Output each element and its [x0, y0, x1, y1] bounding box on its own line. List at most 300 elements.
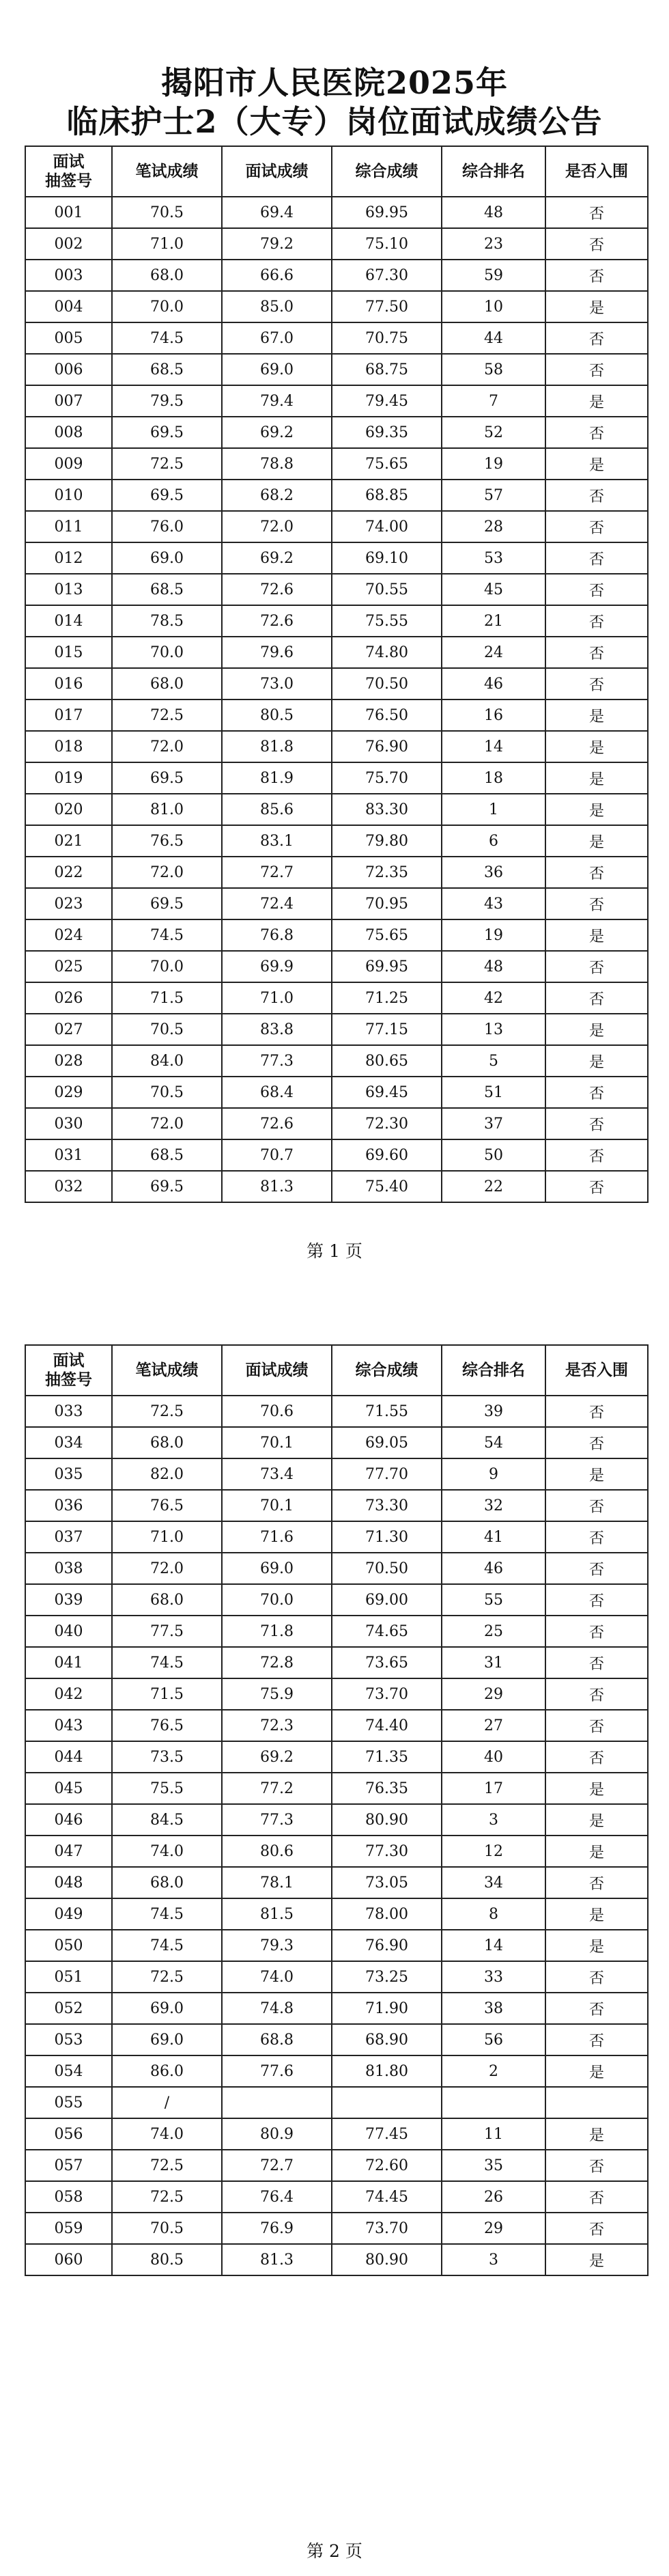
- cell-total-score: 75.65: [332, 919, 442, 951]
- cell-shortlisted: 否: [545, 1710, 648, 1741]
- cell-shortlisted: 否: [545, 2024, 648, 2055]
- cell-draw-number: 021: [25, 825, 112, 857]
- cell-interview-score: 81.5: [222, 1898, 332, 1930]
- cell-total-score: 70.75: [332, 322, 442, 354]
- cell-interview-score: 69.0: [222, 354, 332, 385]
- cell-total-score: 70.55: [332, 574, 442, 605]
- cell-interview-score: 70.0: [222, 1584, 332, 1616]
- cell-written-score: 69.0: [112, 542, 222, 574]
- table-row: [25, 354, 648, 385]
- cell-interview-score: 68.2: [222, 480, 332, 511]
- cell-written-score: 68.0: [112, 1867, 222, 1898]
- cell-rank: 48: [442, 197, 545, 228]
- cell-rank: 29: [442, 1678, 545, 1710]
- cell-draw-number: 044: [25, 1741, 112, 1773]
- cell-written-score: 69.0: [112, 2024, 222, 2055]
- cell-rank: 58: [442, 354, 545, 385]
- table-row: [25, 511, 648, 542]
- cell-interview-score: 80.6: [222, 1836, 332, 1867]
- cell-shortlisted: 是: [545, 2055, 648, 2087]
- cell-draw-number: 007: [25, 385, 112, 417]
- cell-shortlisted: 否: [545, 857, 648, 888]
- cell-interview-score: 69.0: [222, 1553, 332, 1584]
- page-number-2: 第 2 页: [307, 2541, 362, 2561]
- cell-shortlisted: 否: [545, 1961, 648, 1993]
- cell-interview-score: 70.1: [222, 1427, 332, 1458]
- document-title-line2: 临床护士2（大专）岗位面试成绩公告: [66, 103, 603, 140]
- cell-shortlisted: 否: [545, 1171, 648, 1202]
- cell-draw-number: 026: [25, 982, 112, 1014]
- cell-total-score: 69.00: [332, 1584, 442, 1616]
- cell-total-score: 80.90: [332, 2244, 442, 2275]
- cell-written-score: 82.0: [112, 1458, 222, 1490]
- cell-interview-score: 72.0: [222, 511, 332, 542]
- cell-rank: 35: [442, 2150, 545, 2181]
- cell-interview-score: 69.2: [222, 542, 332, 574]
- cell-interview-score: 72.6: [222, 1108, 332, 1139]
- cell-draw-number: 030: [25, 1108, 112, 1139]
- cell-interview-score: 81.3: [222, 1171, 332, 1202]
- cell-rank: 55: [442, 1584, 545, 1616]
- cell-total-score: 73.05: [332, 1867, 442, 1898]
- cell-draw-number: 027: [25, 1014, 112, 1045]
- table-row: [25, 1077, 648, 1108]
- cell-written-score: 72.5: [112, 448, 222, 480]
- cell-draw-number: 028: [25, 1045, 112, 1077]
- table-row: [25, 385, 648, 417]
- cell-total-score: 72.35: [332, 857, 442, 888]
- cell-rank: 36: [442, 857, 545, 888]
- cell-written-score: 71.0: [112, 1521, 222, 1553]
- table-row: [25, 919, 648, 951]
- table-row: [25, 448, 648, 480]
- cell-shortlisted: [545, 2087, 648, 2118]
- header-draw-number: 面试 抽签号: [25, 1345, 112, 1396]
- header-rank: 综合排名: [442, 146, 545, 197]
- cell-interview-score: 77.3: [222, 1804, 332, 1836]
- cell-rank: 28: [442, 511, 545, 542]
- cell-rank: 13: [442, 1014, 545, 1045]
- cell-rank: 32: [442, 1490, 545, 1521]
- cell-written-score: 70.0: [112, 637, 222, 668]
- table-row: [25, 2150, 648, 2181]
- table-row: [25, 2181, 648, 2213]
- score-table-page1: [25, 146, 649, 1203]
- cell-written-score: 72.0: [112, 1553, 222, 1584]
- cell-interview-score: 70.7: [222, 1139, 332, 1171]
- cell-rank: 7: [442, 385, 545, 417]
- cell-interview-score: 79.6: [222, 637, 332, 668]
- table-row: [25, 605, 648, 637]
- cell-interview-score: 79.3: [222, 1930, 332, 1961]
- cell-total-score: 74.45: [332, 2181, 442, 2213]
- cell-shortlisted: 是: [545, 1773, 648, 1804]
- cell-interview-score: 77.6: [222, 2055, 332, 2087]
- table-row: [25, 197, 648, 228]
- cell-shortlisted: 否: [545, 1584, 648, 1616]
- cell-shortlisted: 是: [545, 448, 648, 480]
- table-row: [25, 2213, 648, 2244]
- cell-draw-number: 001: [25, 197, 112, 228]
- cell-draw-number: 002: [25, 228, 112, 260]
- table-row: [25, 1710, 648, 1741]
- cell-rank: 22: [442, 1171, 545, 1202]
- cell-interview-score: 76.9: [222, 2213, 332, 2244]
- cell-rank: 39: [442, 1396, 545, 1427]
- cell-shortlisted: 否: [545, 480, 648, 511]
- cell-rank: 57: [442, 480, 545, 511]
- cell-rank: 52: [442, 417, 545, 448]
- cell-written-score: 69.0: [112, 1993, 222, 2024]
- cell-rank: 24: [442, 637, 545, 668]
- cell-total-score: 75.65: [332, 448, 442, 480]
- cell-total-score: 74.65: [332, 1616, 442, 1647]
- table-row: [25, 1045, 648, 1077]
- cell-written-score: 68.0: [112, 1584, 222, 1616]
- table-row: [25, 825, 648, 857]
- cell-interview-score: [222, 2087, 332, 2118]
- table-row: [25, 762, 648, 794]
- cell-written-score: 74.5: [112, 1647, 222, 1678]
- cell-interview-score: 70.6: [222, 1396, 332, 1427]
- table-row: [25, 1521, 648, 1553]
- cell-interview-score: 67.0: [222, 322, 332, 354]
- cell-total-score: 73.70: [332, 2213, 442, 2244]
- cell-draw-number: 040: [25, 1616, 112, 1647]
- cell-rank: 1: [442, 794, 545, 825]
- cell-total-score: 73.25: [332, 1961, 442, 1993]
- cell-total-score: 71.30: [332, 1521, 442, 1553]
- cell-written-score: 70.5: [112, 1077, 222, 1108]
- cell-rank: 33: [442, 1961, 545, 1993]
- cell-total-score: 70.95: [332, 888, 442, 919]
- table-row: [25, 2024, 648, 2055]
- cell-interview-score: 70.1: [222, 1490, 332, 1521]
- cell-interview-score: 74.0: [222, 1961, 332, 1993]
- cell-written-score: 81.0: [112, 794, 222, 825]
- cell-total-score: 74.00: [332, 511, 442, 542]
- table-row: [25, 542, 648, 574]
- cell-draw-number: 019: [25, 762, 112, 794]
- cell-rank: 12: [442, 1836, 545, 1867]
- cell-draw-number: 013: [25, 574, 112, 605]
- cell-total-score: 68.75: [332, 354, 442, 385]
- table-row: [25, 700, 648, 731]
- cell-shortlisted: 是: [545, 1045, 648, 1077]
- cell-interview-score: 71.0: [222, 982, 332, 1014]
- table-row: [25, 1396, 648, 1427]
- cell-shortlisted: 否: [545, 1077, 648, 1108]
- cell-written-score: /: [112, 2087, 222, 2118]
- cell-rank: 29: [442, 2213, 545, 2244]
- cell-draw-number: 015: [25, 637, 112, 668]
- cell-interview-score: 73.0: [222, 668, 332, 700]
- cell-draw-number: 046: [25, 1804, 112, 1836]
- cell-total-score: 77.70: [332, 1458, 442, 1490]
- cell-written-score: 84.5: [112, 1804, 222, 1836]
- cell-total-score: 71.55: [332, 1396, 442, 1427]
- cell-shortlisted: 是: [545, 794, 648, 825]
- cell-total-score: 70.50: [332, 1553, 442, 1584]
- cell-total-score: 76.90: [332, 731, 442, 762]
- cell-draw-number: 005: [25, 322, 112, 354]
- table-header-row: [25, 146, 648, 197]
- cell-rank: 10: [442, 291, 545, 322]
- cell-shortlisted: 是: [545, 762, 648, 794]
- cell-total-score: 70.50: [332, 668, 442, 700]
- table-row: [25, 1678, 648, 1710]
- header-shortlisted: 是否入围: [545, 1345, 648, 1396]
- cell-interview-score: 72.7: [222, 857, 332, 888]
- cell-interview-score: 79.4: [222, 385, 332, 417]
- cell-draw-number: 038: [25, 1553, 112, 1584]
- cell-interview-score: 78.1: [222, 1867, 332, 1898]
- cell-draw-number: 003: [25, 260, 112, 291]
- cell-total-score: 69.45: [332, 1077, 442, 1108]
- cell-written-score: 73.5: [112, 1741, 222, 1773]
- cell-shortlisted: 否: [545, 668, 648, 700]
- cell-rank: 5: [442, 1045, 545, 1077]
- cell-draw-number: 058: [25, 2181, 112, 2213]
- cell-draw-number: 060: [25, 2244, 112, 2275]
- cell-rank: 41: [442, 1521, 545, 1553]
- cell-total-score: 69.10: [332, 542, 442, 574]
- cell-draw-number: 023: [25, 888, 112, 919]
- cell-written-score: 71.0: [112, 228, 222, 260]
- cell-shortlisted: 否: [545, 417, 648, 448]
- cell-shortlisted: 否: [545, 1139, 648, 1171]
- cell-interview-score: 77.3: [222, 1045, 332, 1077]
- cell-draw-number: 057: [25, 2150, 112, 2181]
- header-written-score: 笔试成绩: [112, 146, 222, 197]
- table-row: [25, 1616, 648, 1647]
- cell-shortlisted: 否: [545, 1553, 648, 1584]
- table-row: [25, 731, 648, 762]
- cell-rank: 6: [442, 825, 545, 857]
- table-row: [25, 1553, 648, 1584]
- cell-written-score: 74.5: [112, 1930, 222, 1961]
- cell-rank: 2: [442, 2055, 545, 2087]
- cell-written-score: 76.5: [112, 825, 222, 857]
- cell-written-score: 68.0: [112, 260, 222, 291]
- cell-total-score: 75.10: [332, 228, 442, 260]
- cell-total-score: 72.60: [332, 2150, 442, 2181]
- cell-written-score: 74.0: [112, 1836, 222, 1867]
- table-row: [25, 1898, 648, 1930]
- cell-interview-score: 68.8: [222, 2024, 332, 2055]
- cell-rank: 14: [442, 731, 545, 762]
- cell-total-score: 69.05: [332, 1427, 442, 1458]
- cell-draw-number: 047: [25, 1836, 112, 1867]
- cell-interview-score: 69.9: [222, 951, 332, 982]
- cell-total-score: 79.45: [332, 385, 442, 417]
- cell-shortlisted: 否: [545, 1616, 648, 1647]
- cell-written-score: 71.5: [112, 1678, 222, 1710]
- table-row: [25, 2055, 648, 2087]
- table-row: [25, 322, 648, 354]
- cell-interview-score: 72.6: [222, 605, 332, 637]
- cell-shortlisted: 否: [545, 637, 648, 668]
- cell-rank: 23: [442, 228, 545, 260]
- cell-draw-number: 006: [25, 354, 112, 385]
- cell-rank: 19: [442, 448, 545, 480]
- cell-rank: 26: [442, 2181, 545, 2213]
- table-row: [25, 1647, 648, 1678]
- cell-rank: 46: [442, 1553, 545, 1584]
- cell-rank: 25: [442, 1616, 545, 1647]
- cell-interview-score: 72.4: [222, 888, 332, 919]
- cell-rank: 16: [442, 700, 545, 731]
- cell-written-score: 74.0: [112, 2118, 222, 2150]
- cell-interview-score: 76.4: [222, 2181, 332, 2213]
- cell-shortlisted: 否: [545, 1427, 648, 1458]
- cell-interview-score: 81.9: [222, 762, 332, 794]
- cell-total-score: 69.35: [332, 417, 442, 448]
- table-row: [25, 1993, 648, 2024]
- table-row: [25, 982, 648, 1014]
- cell-interview-score: 76.8: [222, 919, 332, 951]
- cell-interview-score: 69.2: [222, 417, 332, 448]
- cell-shortlisted: 是: [545, 731, 648, 762]
- cell-draw-number: 039: [25, 1584, 112, 1616]
- cell-written-score: 70.0: [112, 291, 222, 322]
- cell-written-score: 86.0: [112, 2055, 222, 2087]
- cell-written-score: 69.5: [112, 480, 222, 511]
- cell-rank: 54: [442, 1427, 545, 1458]
- table-row: [25, 291, 648, 322]
- cell-written-score: 68.5: [112, 354, 222, 385]
- cell-written-score: 68.5: [112, 574, 222, 605]
- cell-written-score: 74.5: [112, 322, 222, 354]
- cell-shortlisted: 是: [545, 2244, 648, 2275]
- cell-written-score: 72.5: [112, 700, 222, 731]
- cell-written-score: 72.0: [112, 731, 222, 762]
- cell-draw-number: 008: [25, 417, 112, 448]
- cell-shortlisted: 否: [545, 197, 648, 228]
- cell-rank: 43: [442, 888, 545, 919]
- cell-total-score: 68.85: [332, 480, 442, 511]
- cell-draw-number: 024: [25, 919, 112, 951]
- cell-interview-score: 72.7: [222, 2150, 332, 2181]
- cell-interview-score: 79.2: [222, 228, 332, 260]
- cell-rank: 27: [442, 1710, 545, 1741]
- cell-rank: 50: [442, 1139, 545, 1171]
- cell-interview-score: 80.5: [222, 700, 332, 731]
- cell-total-score: 80.90: [332, 1804, 442, 1836]
- cell-total-score: 74.40: [332, 1710, 442, 1741]
- cell-written-score: 68.0: [112, 668, 222, 700]
- cell-total-score: 76.35: [332, 1773, 442, 1804]
- cell-shortlisted: 否: [545, 2150, 648, 2181]
- cell-shortlisted: 否: [545, 322, 648, 354]
- cell-interview-score: 75.9: [222, 1678, 332, 1710]
- cell-total-score: 67.30: [332, 260, 442, 291]
- cell-interview-score: 71.8: [222, 1616, 332, 1647]
- cell-rank: 40: [442, 1741, 545, 1773]
- cell-draw-number: 054: [25, 2055, 112, 2087]
- cell-interview-score: 69.4: [222, 197, 332, 228]
- cell-shortlisted: 是: [545, 919, 648, 951]
- cell-total-score: 71.25: [332, 982, 442, 1014]
- header-draw-number: 面试 抽签号: [25, 146, 112, 197]
- cell-total-score: 71.35: [332, 1741, 442, 1773]
- cell-interview-score: 83.8: [222, 1014, 332, 1045]
- cell-interview-score: 66.6: [222, 260, 332, 291]
- table-row: [25, 1773, 648, 1804]
- cell-total-score: 75.55: [332, 605, 442, 637]
- cell-rank: 3: [442, 1804, 545, 1836]
- cell-draw-number: 055: [25, 2087, 112, 2118]
- cell-total-score: 76.50: [332, 700, 442, 731]
- cell-total-score: 77.45: [332, 2118, 442, 2150]
- cell-written-score: 69.5: [112, 417, 222, 448]
- cell-written-score: 76.0: [112, 511, 222, 542]
- table-row: [25, 1961, 648, 1993]
- cell-shortlisted: 否: [545, 2213, 648, 2244]
- cell-written-score: 69.5: [112, 888, 222, 919]
- cell-shortlisted: 否: [545, 228, 648, 260]
- cell-total-score: 83.30: [332, 794, 442, 825]
- cell-shortlisted: 否: [545, 511, 648, 542]
- cell-total-score: 73.30: [332, 1490, 442, 1521]
- cell-draw-number: 035: [25, 1458, 112, 1490]
- cell-total-score: 78.00: [332, 1898, 442, 1930]
- cell-written-score: 71.5: [112, 982, 222, 1014]
- cell-draw-number: 010: [25, 480, 112, 511]
- cell-shortlisted: 否: [545, 1741, 648, 1773]
- table-row: [25, 2244, 648, 2275]
- cell-total-score: 80.65: [332, 1045, 442, 1077]
- cell-written-score: 79.5: [112, 385, 222, 417]
- table-row: [25, 1171, 648, 1202]
- cell-total-score: 73.70: [332, 1678, 442, 1710]
- cell-interview-score: 73.4: [222, 1458, 332, 1490]
- cell-rank: [442, 2087, 545, 2118]
- table-row: [25, 668, 648, 700]
- cell-rank: 18: [442, 762, 545, 794]
- table-row: [25, 1014, 648, 1045]
- cell-draw-number: 032: [25, 1171, 112, 1202]
- cell-interview-score: 72.6: [222, 574, 332, 605]
- cell-shortlisted: 是: [545, 1836, 648, 1867]
- cell-draw-number: 025: [25, 951, 112, 982]
- table-row: [25, 2118, 648, 2150]
- cell-shortlisted: 否: [545, 1521, 648, 1553]
- cell-draw-number: 059: [25, 2213, 112, 2244]
- cell-total-score: 69.60: [332, 1139, 442, 1171]
- cell-interview-score: 77.2: [222, 1773, 332, 1804]
- cell-written-score: 68.5: [112, 1139, 222, 1171]
- cell-draw-number: 009: [25, 448, 112, 480]
- cell-shortlisted: 是: [545, 291, 648, 322]
- cell-rank: 44: [442, 322, 545, 354]
- header-interview-score: 面试成绩: [222, 1345, 332, 1396]
- cell-total-score: [332, 2087, 442, 2118]
- cell-written-score: 84.0: [112, 1045, 222, 1077]
- cell-total-score: 75.40: [332, 1171, 442, 1202]
- cell-draw-number: 031: [25, 1139, 112, 1171]
- table-row: [25, 1458, 648, 1490]
- cell-rank: 56: [442, 2024, 545, 2055]
- cell-total-score: 75.70: [332, 762, 442, 794]
- cell-interview-score: 85.0: [222, 291, 332, 322]
- cell-written-score: 75.5: [112, 1773, 222, 1804]
- header-written-score: 笔试成绩: [112, 1345, 222, 1396]
- cell-total-score: 73.65: [332, 1647, 442, 1678]
- cell-shortlisted: 否: [545, 542, 648, 574]
- cell-draw-number: 033: [25, 1396, 112, 1427]
- cell-draw-number: 016: [25, 668, 112, 700]
